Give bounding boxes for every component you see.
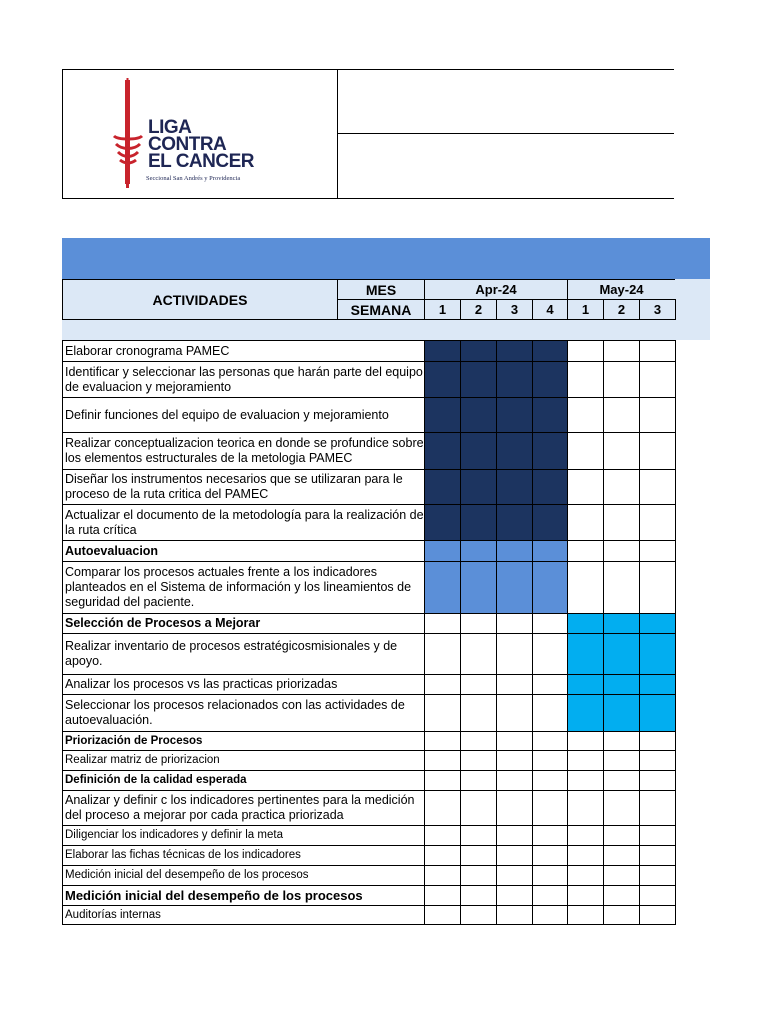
- schedule-cell-filled: [603, 633, 640, 675]
- week-header-cell: 3: [639, 299, 676, 320]
- schedule-cell-empty: [639, 731, 676, 751]
- schedule-cell-empty: [603, 731, 640, 751]
- header-divider-vertical: [337, 69, 338, 199]
- schedule-cell-empty: [603, 540, 640, 562]
- schedule-cell-empty: [567, 540, 604, 562]
- schedule-cell-empty: [424, 865, 461, 886]
- schedule-cell-filled: [460, 340, 497, 362]
- schedule-cell-empty: [567, 731, 604, 751]
- schedule-cell-empty: [603, 504, 640, 541]
- schedule-cell-empty: [496, 825, 533, 846]
- schedule-cell-empty: [424, 750, 461, 771]
- schedule-cell-filled: [532, 432, 568, 470]
- week-header-cell: 1: [424, 299, 461, 320]
- separator-band: [62, 320, 710, 340]
- schedule-cell-empty: [639, 865, 676, 886]
- schedule-cell-filled: [603, 613, 640, 634]
- schedule-cell-filled: [567, 674, 604, 695]
- header-divider-horizontal: [337, 133, 674, 134]
- activity-label: Identificar y seleccionar las personas que harán parte del equipo de evaluacion y mejoramiento: [62, 361, 425, 398]
- schedule-cell-empty: [639, 905, 676, 925]
- title-band: [62, 238, 710, 279]
- schedule-cell-empty: [567, 561, 604, 614]
- schedule-cell-empty: [496, 770, 533, 791]
- schedule-cell-filled: [567, 613, 604, 634]
- schedule-cell-empty: [603, 790, 640, 826]
- schedule-cell-empty: [639, 432, 676, 470]
- schedule-cell-empty: [567, 397, 604, 433]
- schedule-cell-filled: [639, 674, 676, 695]
- schedule-cell-filled: [639, 613, 676, 634]
- header-month-apr: Apr-24: [424, 279, 568, 300]
- schedule-cell-empty: [532, 633, 568, 675]
- activity-label: Diligenciar los indicadores y definir la meta: [62, 825, 425, 846]
- schedule-cell-filled: [460, 361, 497, 398]
- activity-label: Realizar inventario de procesos estratégicosmisionales y de apoyo.: [62, 633, 425, 675]
- schedule-cell-filled: [424, 561, 461, 614]
- schedule-cell-empty: [567, 845, 604, 866]
- schedule-cell-empty: [639, 885, 676, 906]
- schedule-cell-empty: [603, 361, 640, 398]
- schedule-cell-filled: [424, 540, 461, 562]
- schedule-cell-empty: [532, 845, 568, 866]
- activity-label: Autoevaluacion: [62, 540, 425, 562]
- activity-label: Elaborar las fichas técnicas de los indicadores: [62, 845, 425, 866]
- schedule-cell-empty: [603, 825, 640, 846]
- schedule-cell-empty: [460, 885, 497, 906]
- header-month-may: May-24: [567, 279, 675, 300]
- schedule-cell-filled: [639, 633, 676, 675]
- schedule-cell-filled: [567, 633, 604, 675]
- schedule-cell-empty: [603, 750, 640, 771]
- schedule-cell-empty: [567, 432, 604, 470]
- logo-text-line3: EL CANCER: [148, 151, 254, 172]
- schedule-cell-filled: [460, 540, 497, 562]
- schedule-cell-empty: [639, 750, 676, 771]
- schedule-cell-empty: [532, 790, 568, 826]
- schedule-cell-filled: [532, 504, 568, 541]
- schedule-cell-filled: [496, 561, 533, 614]
- schedule-cell-empty: [603, 432, 640, 470]
- schedule-cell-empty: [460, 825, 497, 846]
- activity-label: Selección de Procesos a Mejorar: [62, 613, 425, 634]
- schedule-cell-empty: [460, 790, 497, 826]
- schedule-cell-empty: [424, 770, 461, 791]
- schedule-cell-empty: [532, 885, 568, 906]
- schedule-cell-empty: [532, 905, 568, 925]
- activity-label: Seleccionar los procesos relacionados con las actividades de autoevaluación.: [62, 694, 425, 732]
- schedule-cell-empty: [532, 825, 568, 846]
- schedule-cell-filled: [532, 397, 568, 433]
- schedule-cell-filled: [460, 561, 497, 614]
- schedule-cell-empty: [567, 885, 604, 906]
- activity-label: Realizar matriz de priorizacion: [62, 750, 425, 771]
- week-header-cell: 1: [567, 299, 604, 320]
- schedule-cell-filled: [496, 540, 533, 562]
- schedule-cell-empty: [496, 694, 533, 732]
- week-header-cell: 4: [532, 299, 568, 320]
- schedule-cell-filled: [639, 694, 676, 732]
- schedule-cell-empty: [603, 770, 640, 791]
- schedule-cell-empty: [496, 790, 533, 826]
- schedule-cell-empty: [603, 397, 640, 433]
- schedule-cell-empty: [460, 845, 497, 866]
- schedule-cell-empty: [639, 540, 676, 562]
- schedule-cell-filled: [532, 561, 568, 614]
- schedule-cell-empty: [532, 770, 568, 791]
- schedule-cell-filled: [603, 674, 640, 695]
- schedule-cell-empty: [639, 845, 676, 866]
- logo-text-line2: CONTRA: [148, 134, 227, 155]
- schedule-cell-empty: [603, 469, 640, 505]
- schedule-cell-empty: [603, 885, 640, 906]
- schedule-cell-filled: [424, 361, 461, 398]
- activity-label: Medición inicial del desempeño de los procesos: [62, 865, 425, 886]
- activity-label: Comparar los procesos actuales frente a los indicadores planteados en el Sistema de información y los lineamientos de seguridad del paciente.: [62, 561, 425, 614]
- schedule-cell-empty: [496, 845, 533, 866]
- schedule-cell-empty: [567, 905, 604, 925]
- schedule-cell-empty: [639, 790, 676, 826]
- schedule-cell-empty: [460, 865, 497, 886]
- activity-label: Priorización de Procesos: [62, 731, 425, 751]
- schedule-cell-empty: [603, 865, 640, 886]
- schedule-cell-empty: [603, 561, 640, 614]
- schedule-cell-empty: [424, 613, 461, 634]
- schedule-cell-empty: [567, 504, 604, 541]
- schedule-cell-empty: [460, 905, 497, 925]
- schedule-cell-empty: [532, 694, 568, 732]
- schedule-cell-empty: [496, 633, 533, 675]
- schedule-cell-filled: [460, 504, 497, 541]
- schedule-cell-empty: [639, 397, 676, 433]
- schedule-cell-empty: [603, 340, 640, 362]
- activity-label: Elaborar cronograma PAMEC: [62, 340, 425, 362]
- schedule-cell-empty: [639, 361, 676, 398]
- schedule-cell-empty: [639, 504, 676, 541]
- header-mes: MES: [337, 279, 425, 300]
- schedule-cell-empty: [496, 731, 533, 751]
- schedule-cell-empty: [424, 825, 461, 846]
- schedule-cell-filled: [460, 397, 497, 433]
- schedule-cell-filled: [460, 469, 497, 505]
- schedule-cell-empty: [567, 361, 604, 398]
- schedule-cell-empty: [567, 790, 604, 826]
- schedule-cell-empty: [532, 865, 568, 886]
- schedule-cell-empty: [639, 770, 676, 791]
- activity-label: Analizar los procesos vs las practicas priorizadas: [62, 674, 425, 695]
- schedule-cell-filled: [424, 469, 461, 505]
- schedule-cell-empty: [532, 674, 568, 695]
- schedule-cell-empty: [639, 469, 676, 505]
- schedule-cell-empty: [496, 674, 533, 695]
- header-actividades: ACTIVIDADES: [62, 279, 338, 320]
- schedule-cell-empty: [496, 885, 533, 906]
- schedule-cell-empty: [603, 905, 640, 925]
- schedule-cell-empty: [424, 845, 461, 866]
- schedule-cell-filled: [496, 469, 533, 505]
- schedule-cell-filled: [567, 694, 604, 732]
- activity-label: Actualizar el documento de la metodología para la realización de la ruta crítica: [62, 504, 425, 541]
- schedule-cell-empty: [424, 905, 461, 925]
- liga-contra-el-cancer-logo: [108, 78, 268, 190]
- schedule-cell-empty: [532, 731, 568, 751]
- schedule-cell-filled: [496, 397, 533, 433]
- schedule-cell-empty: [460, 694, 497, 732]
- activity-label: Medición inicial del desempeño de los procesos: [62, 885, 425, 906]
- schedule-cell-empty: [424, 633, 461, 675]
- schedule-cell-filled: [424, 504, 461, 541]
- schedule-cell-filled: [532, 361, 568, 398]
- schedule-cell-filled: [424, 340, 461, 362]
- logo-text-line1: LIGA: [148, 117, 192, 138]
- activity-label: Definir funciones del equipo de evaluacion y mejoramiento: [62, 397, 425, 433]
- schedule-cell-filled: [424, 397, 461, 433]
- schedule-cell-filled: [460, 432, 497, 470]
- schedule-cell-empty: [460, 633, 497, 675]
- schedule-cell-filled: [496, 432, 533, 470]
- schedule-cell-filled: [496, 361, 533, 398]
- schedule-cell-filled: [532, 469, 568, 505]
- schedule-cell-filled: [532, 340, 568, 362]
- schedule-cell-empty: [496, 865, 533, 886]
- schedule-cell-empty: [567, 469, 604, 505]
- week-header-cell: 2: [460, 299, 497, 320]
- schedule-cell-empty: [496, 905, 533, 925]
- schedule-cell-filled: [603, 694, 640, 732]
- schedule-cell-empty: [567, 340, 604, 362]
- schedule-cell-empty: [460, 750, 497, 771]
- schedule-cell-empty: [532, 750, 568, 771]
- schedule-cell-empty: [424, 731, 461, 751]
- schedule-cell-empty: [496, 750, 533, 771]
- schedule-cell-empty: [460, 731, 497, 751]
- schedule-cell-filled: [532, 540, 568, 562]
- schedule-cell-empty: [603, 845, 640, 866]
- schedule-cell-empty: [567, 865, 604, 886]
- schedule-cell-empty: [496, 613, 533, 634]
- header-semana: SEMANA: [337, 299, 425, 320]
- header-band-extension: [674, 279, 710, 321]
- schedule-cell-filled: [496, 504, 533, 541]
- activity-label: Analizar y definir c los indicadores pertinentes para la medición del proceso a mejorar por cada practica priorizada: [62, 790, 425, 826]
- schedule-cell-empty: [639, 561, 676, 614]
- schedule-cell-empty: [424, 694, 461, 732]
- activity-label: Realizar conceptualizacion teorica en donde se profundice sobre los elementos estructurales de la metologia PAMEC: [62, 432, 425, 470]
- schedule-cell-empty: [639, 340, 676, 362]
- activity-label: Diseñar los instrumentos necesarios que se utilizaran para le proceso de la ruta critica del PAMEC: [62, 469, 425, 505]
- schedule-cell-empty: [460, 674, 497, 695]
- schedule-cell-empty: [460, 770, 497, 791]
- schedule-cell-empty: [424, 885, 461, 906]
- week-header-cell: 2: [603, 299, 640, 320]
- schedule-cell-empty: [567, 770, 604, 791]
- schedule-cell-empty: [639, 825, 676, 846]
- logo-subtitle: Seccional San Andrés y Providencia: [146, 175, 241, 182]
- schedule-cell-empty: [567, 825, 604, 846]
- activity-label: Auditorías internas: [62, 905, 425, 925]
- schedule-cell-empty: [424, 674, 461, 695]
- schedule-cell-empty: [424, 790, 461, 826]
- week-header-cell: 3: [496, 299, 533, 320]
- schedule-cell-empty: [567, 750, 604, 771]
- sword-emblem-icon: [108, 78, 148, 190]
- schedule-cell-filled: [496, 340, 533, 362]
- schedule-cell-empty: [532, 613, 568, 634]
- activity-label: Definición de la calidad esperada: [62, 770, 425, 791]
- schedule-cell-empty: [460, 613, 497, 634]
- schedule-cell-filled: [424, 432, 461, 470]
